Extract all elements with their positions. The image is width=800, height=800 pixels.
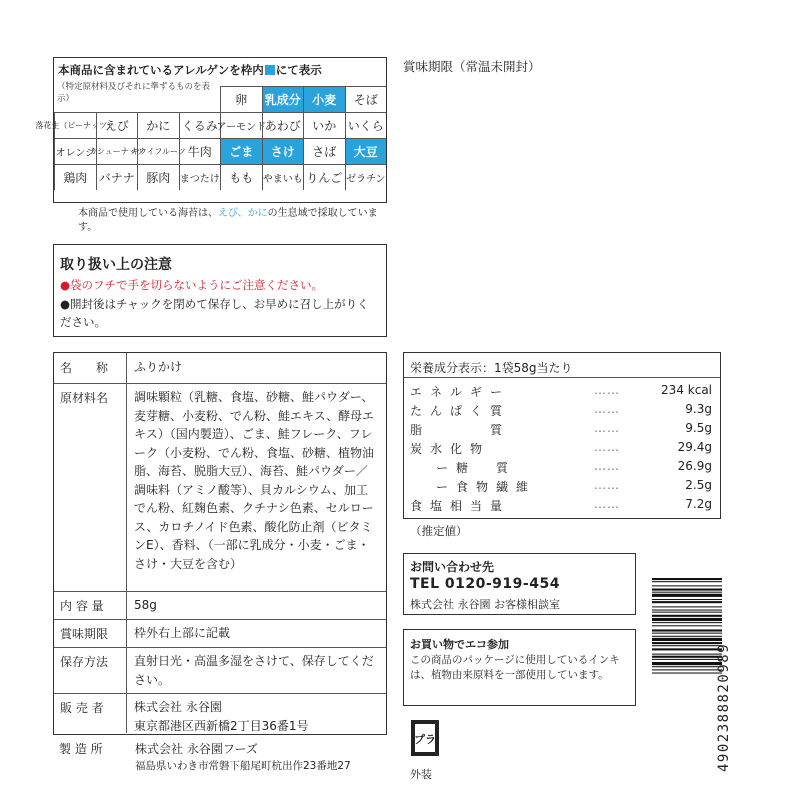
nutrition-leader-dots: …… <box>594 421 620 435</box>
barcode-bar <box>652 659 722 660</box>
info-row <box>54 383 386 592</box>
nutrition-label: エネルギー <box>410 385 511 399</box>
info-value: 枠外右上部に記載 <box>134 626 231 640</box>
info-value: 58g <box>134 598 157 612</box>
eco-title: お買い物でエコ参加 <box>410 638 509 651</box>
allergen-cell: えび <box>96 112 138 138</box>
barcode-bar <box>652 610 722 611</box>
nutrition-row <box>404 440 720 456</box>
allergen-cell: やまいも <box>262 164 304 190</box>
allergen-table <box>35 57 387 203</box>
handling-storage: ●開封後はチャックを閉めて保存し、お早めに召し上がりください。 <box>60 297 369 329</box>
info-value: ふりかけ <box>134 360 183 374</box>
nutrition-leader-dots: …… <box>594 459 620 473</box>
barcode-bar <box>652 654 722 655</box>
allergen-cell: 小麦 <box>303 86 345 112</box>
info-label: 原材料名 <box>60 391 109 405</box>
barcode-bar <box>652 666 722 667</box>
barcode-bar <box>652 615 722 617</box>
nutrition-row <box>404 478 720 494</box>
allergen-cell: 落花生（ピーナッツ） <box>54 112 96 138</box>
manufacturer <box>53 740 393 785</box>
barcode-bar <box>652 662 722 665</box>
nutrition-value: 234 kcal <box>661 383 712 397</box>
expiry-label: 賞味期限（常温未開封） <box>403 59 541 74</box>
info-row <box>54 619 386 648</box>
info-row <box>54 647 386 694</box>
plastic-recycle-icon <box>405 716 445 760</box>
barcode-bar <box>652 673 722 674</box>
info-value: 直射日光・高温多湿をさけて、保存してください。 <box>134 654 374 687</box>
seaweed-note-highlight: えび、かに <box>218 208 268 219</box>
eco-box <box>403 629 636 706</box>
info-label: 内 容 量 <box>60 599 104 613</box>
barcode-bar <box>652 581 722 582</box>
info-label: 販 売 者 <box>60 701 104 715</box>
barcode-bar <box>652 622 722 623</box>
contact-title: お問い合わせ先 <box>410 560 495 574</box>
allergen-cell: 牛肉 <box>179 138 221 164</box>
barcode-bar <box>652 636 722 637</box>
nutrition-estimate: （推定値） <box>410 524 468 538</box>
handling-warning: ●袋のフチで手を切らないようにご注意ください。 <box>60 278 324 292</box>
seaweed-note-post: の生息域で採取しています。 <box>78 208 378 233</box>
allergen-cell: 大豆 <box>345 138 387 164</box>
allergen-cell: まつたけ <box>179 164 221 190</box>
info-value: 株式会社 永谷園 東京都港区西新橋2丁目36番1号 <box>134 700 309 733</box>
barcode-bar <box>652 669 722 670</box>
seaweed-note-pre: 本商品で使用している海苔は、 <box>78 208 218 219</box>
allergen-cell: バナナ <box>96 164 138 190</box>
nutrition-leader-dots: …… <box>594 383 620 397</box>
barcode-bar <box>652 594 722 597</box>
barcode-bar <box>652 618 722 621</box>
allergen-title <box>58 62 322 78</box>
info-value: 調味顆粒（乳糖、食塩、砂糖、鮭パウダー、麦芽糖、小麦粉、でん粉、鮭エキス、酵母エキス）（国内製造）、ごま、鮭フレーク、フレーク（小麦粉、でん粉、食塩、砂糖、植物油脂、海苔、脱脂大豆）、海苔、鮭パウダー／調味料（アミノ酸等）、貝カルシウム、加工でん粉、紅麹色素、クチナシ色素、セルロース、カロチノイド色素、酸化防止剤（ビタミンE）、香料、（一部に乳成分・小麦・ごま・さけ・大豆を含む） <box>134 390 375 571</box>
seaweed-note <box>78 207 378 235</box>
allergen-cell: 卵 <box>220 86 262 112</box>
nutrition-label: 食塩相当量 <box>410 499 511 513</box>
nutrition-leader-dots: …… <box>594 497 620 511</box>
barcode-bar <box>652 601 722 603</box>
manufacturer-address: 福島県いわき市常磐下船尾町杭出作23番地27 <box>135 760 351 772</box>
barcode-bar <box>652 656 722 658</box>
barcode-number <box>716 580 742 775</box>
allergen-note: （特定原材料及びそれに準ずるものを表示） <box>57 82 211 104</box>
barcode-number-text: 4902388820989 <box>716 642 732 772</box>
product-info-table <box>53 352 387 735</box>
nutrition-leader-dots: …… <box>594 440 620 454</box>
barcode-bar <box>652 625 722 626</box>
nutrition-value: 2.5g <box>685 478 712 492</box>
manufacturer-label: 製 造 所 <box>59 742 103 756</box>
info-label: 名 称 <box>60 361 109 375</box>
allergen-cell: あわび <box>262 112 304 138</box>
barcode-bar <box>652 599 722 600</box>
barcode-bar <box>652 585 722 586</box>
nutrition-value: 29.4g <box>677 440 712 454</box>
nutrition-value: 26.9g <box>677 459 712 473</box>
allergen-cell: アーモンド <box>220 112 262 138</box>
nutrition-label: ー糖 質 <box>436 461 517 475</box>
nutrition-leader-dots: …… <box>594 478 620 492</box>
barcode-bar <box>652 578 722 580</box>
highlight-square-icon <box>265 65 275 75</box>
allergen-cell: さば <box>303 138 345 164</box>
barcode-bar <box>652 612 722 613</box>
allergen-cell: いくら <box>345 112 387 138</box>
nutrition-value: 7.2g <box>685 497 712 511</box>
allergen-cell: さけ <box>262 138 304 164</box>
allergen-title-suffix: にて表示 <box>275 63 322 77</box>
nutrition-label: ー食物繊維 <box>436 480 537 494</box>
allergen-cell: いか <box>303 112 345 138</box>
allergen-cell: キウイフルーツ <box>137 138 179 164</box>
nutrition-row <box>404 497 720 513</box>
nutrition-label: 脂 質 <box>410 423 511 437</box>
nutrition-table <box>403 352 721 519</box>
nutrition-row <box>404 383 720 399</box>
allergen-cell: ゼラチン <box>345 164 387 190</box>
barcode-bar <box>652 629 722 631</box>
allergen-cell: もも <box>220 164 262 190</box>
allergen-cell: くるみ <box>179 112 221 138</box>
info-label: 賞味期限 <box>60 627 109 641</box>
barcode-bar <box>652 589 722 591</box>
info-label: 保存方法 <box>60 655 109 669</box>
barcode-bar <box>652 606 722 607</box>
manufacturer-name: 株式会社 永谷園フーズ <box>135 742 258 756</box>
nutrition-row <box>404 402 720 418</box>
barcode-bar <box>652 645 722 646</box>
allergen-cell: 豚肉 <box>137 164 179 190</box>
allergen-cell: 鶏肉 <box>54 164 96 190</box>
barcode-bar <box>652 642 722 644</box>
info-row <box>54 693 386 735</box>
eco-description: この商品のパッケージに使用しているインキは、植物由来原料を一部使用しています。 <box>410 654 620 681</box>
nutrition-value: 9.5g <box>685 421 712 435</box>
handling-notice <box>53 244 387 337</box>
allergen-cell: オレンジ <box>54 138 96 164</box>
contact-phone: TEL 0120-919-454 <box>410 576 560 592</box>
nutrition-row <box>404 421 720 437</box>
barcode-bar <box>652 648 722 650</box>
contact-box <box>403 553 636 615</box>
plastic-label: 外装 <box>410 768 432 781</box>
barcode-bar <box>652 638 722 641</box>
nutrition-leader-dots: …… <box>594 402 620 416</box>
nutrition-header: 栄養成分表示：1袋58g当たり <box>410 361 573 375</box>
allergen-cell: 乳成分 <box>262 86 304 112</box>
info-row <box>54 591 386 620</box>
allergen-cell: ごま <box>220 138 262 164</box>
nutrition-row <box>404 459 720 475</box>
allergen-cell: そば <box>345 86 387 112</box>
allergen-cell: かに <box>137 112 179 138</box>
nutrition-label: 炭水化物 <box>410 442 491 456</box>
nutrition-divider <box>404 377 720 378</box>
nutrition-label: たんぱく質 <box>410 404 511 418</box>
contact-company: 株式会社 永谷園 お客様相談室 <box>410 598 560 611</box>
allergen-cell: カシューナッツ <box>96 138 138 164</box>
plastic-mark-text: プラ <box>414 733 436 746</box>
nutrition-value: 9.3g <box>685 402 712 416</box>
allergen-title-text: 本商品に含まれているアレルゲンを枠内 <box>58 63 264 77</box>
allergen-cell: りんご <box>303 164 345 190</box>
info-row <box>54 353 386 384</box>
barcode-bar <box>652 592 722 593</box>
handling-title: 取り扱い上の注意 <box>60 257 172 273</box>
barcode-bar <box>652 633 722 634</box>
